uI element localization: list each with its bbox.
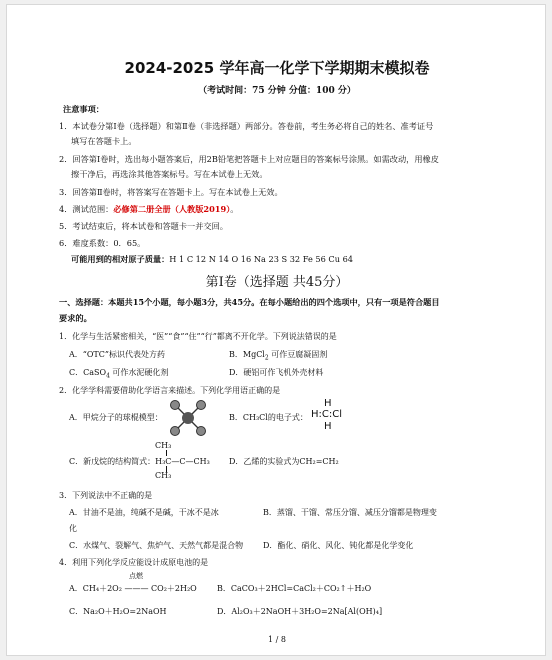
- note-6: 6．难度系数：0．65。: [59, 238, 146, 248]
- question-1-option-c: C．CaSO$_4$ 可作水泥硬化剂: [69, 368, 169, 380]
- question-4-option-b: B．CaCO₃＋2HCl=CaCl₂＋CO₂↑＋H₂O: [217, 584, 372, 593]
- lewis-h-top: H: [324, 398, 332, 409]
- page-number: 1 / 8: [268, 635, 286, 644]
- question-1-stem: 1．化学与生活紧密相关，“医”“食”“住”“行”都离不开化学。下列说法错误的是: [59, 332, 337, 341]
- test-scope-highlight: 必修第二册全册（人教版2019）: [113, 204, 231, 214]
- question-1-option-a: A．“OTC”标识代表处方药: [69, 350, 165, 359]
- note-1b: 填写在答题卡上。: [71, 136, 137, 146]
- section-desc-a: 一、选择题：本题共15个小题，每小题3分，共45分。在每小题给出的四个选项中，只有一项是符合题目: [59, 297, 440, 307]
- methane-ball-stick-model: [165, 397, 211, 439]
- notes-heading: 注意事项：: [63, 104, 104, 114]
- question-2-stem: 2．化学学科需要借助化学语言来描述。下列化学用语正确的是: [59, 386, 281, 395]
- neopentane-top-ch3: CH₃: [155, 441, 172, 450]
- question-3-stem: 3．下列说法中不正确的是: [59, 491, 153, 500]
- note-2a: 2．回答第Ⅰ卷时，选出每小题答案后，用2B铅笔把答题卡上对应题目的答案标号涂黑。如需改动，用橡皮: [59, 154, 439, 164]
- question-1-option-d: D．硬铝可作飞机外壳材料: [229, 368, 324, 377]
- question-2-option-a: A．甲烷分子的球棍模型：: [69, 413, 163, 422]
- note-4: 4．测试范围：必修第二册全册（人教版2019）。: [59, 204, 239, 214]
- question-3-option-d: D．酯化、硝化、风化、钝化都是化学变化: [263, 541, 414, 550]
- note-2b: 擦干净后，再选涂其他答案标号。写在本试卷上无效。: [71, 169, 268, 179]
- exam-title: 2024-2025 学年高一化学下学期期末模拟卷: [124, 59, 430, 77]
- section-desc-b: 要求的。: [59, 313, 92, 323]
- lewis-h-bottom: H: [324, 421, 332, 432]
- lewis-structure: H:C:Cl: [311, 409, 343, 420]
- atomic-masses: 可能用到的相对原子质量：H 1 C 12 N 14 O 16 Na 23 S 32 Fe 56 Cu 64: [71, 254, 353, 264]
- document-page: [6, 4, 546, 656]
- question-3-option-b-cont: 化: [69, 524, 77, 533]
- question-2-option-c: C．新戊烷的结构简式：H₃C—C—CH₃: [69, 457, 210, 466]
- question-2-option-d: D．乙烯的实验式为CH₂=CH₂: [229, 457, 339, 466]
- section-title: 第Ⅰ卷（选择题 共45分）: [205, 275, 349, 290]
- question-4-option-a: A．CH₄＋2O₂ ——— CO₂＋2H₂O: [69, 584, 197, 593]
- question-3-option-b: B．蒸馏、干馏、常压分馏、减压分馏都是物理变: [263, 508, 437, 517]
- note-3: 3．回答第Ⅱ卷时，将答案写在答题卡上。写在本试卷上无效。: [59, 187, 283, 197]
- note-1a: 1．本试卷分第Ⅰ卷（选择题）和第Ⅱ卷（非选择题）两部分。答卷前，考生务必将自己的姓名、准考证号: [59, 121, 434, 131]
- question-3-option-a: A．甘油不是油，纯碱不是碱，干冰不是冰: [69, 508, 219, 517]
- question-4-option-d: D．Al₂O₃＋2NaOH＋3H₂O=2Na[Al(OH)₄]: [217, 607, 383, 616]
- question-4-stem: 4．利用下列化学反应能设计成原电池的是: [59, 558, 209, 567]
- neopentane-bottom-ch3: CH₃: [155, 471, 172, 480]
- question-2-option-b: B．CH₃Cl的电子式：: [229, 413, 308, 422]
- question-4-option-c: C．Na₂O＋H₂O=2NaOH: [69, 607, 167, 616]
- question-3-option-c: C．水煤气、裂解气、焦炉气、天然气都是混合物: [69, 541, 244, 550]
- note-5: 5．考试结束后，将本试卷和答题卡一并交回。: [59, 221, 228, 231]
- question-4-a-condition: 点燃: [129, 572, 143, 580]
- exam-subtitle: （考试时间：75 分钟 分值：100 分）: [198, 86, 356, 96]
- question-1-option-b: B．MgCl$_2$ 可作豆腐凝固剂: [229, 350, 328, 362]
